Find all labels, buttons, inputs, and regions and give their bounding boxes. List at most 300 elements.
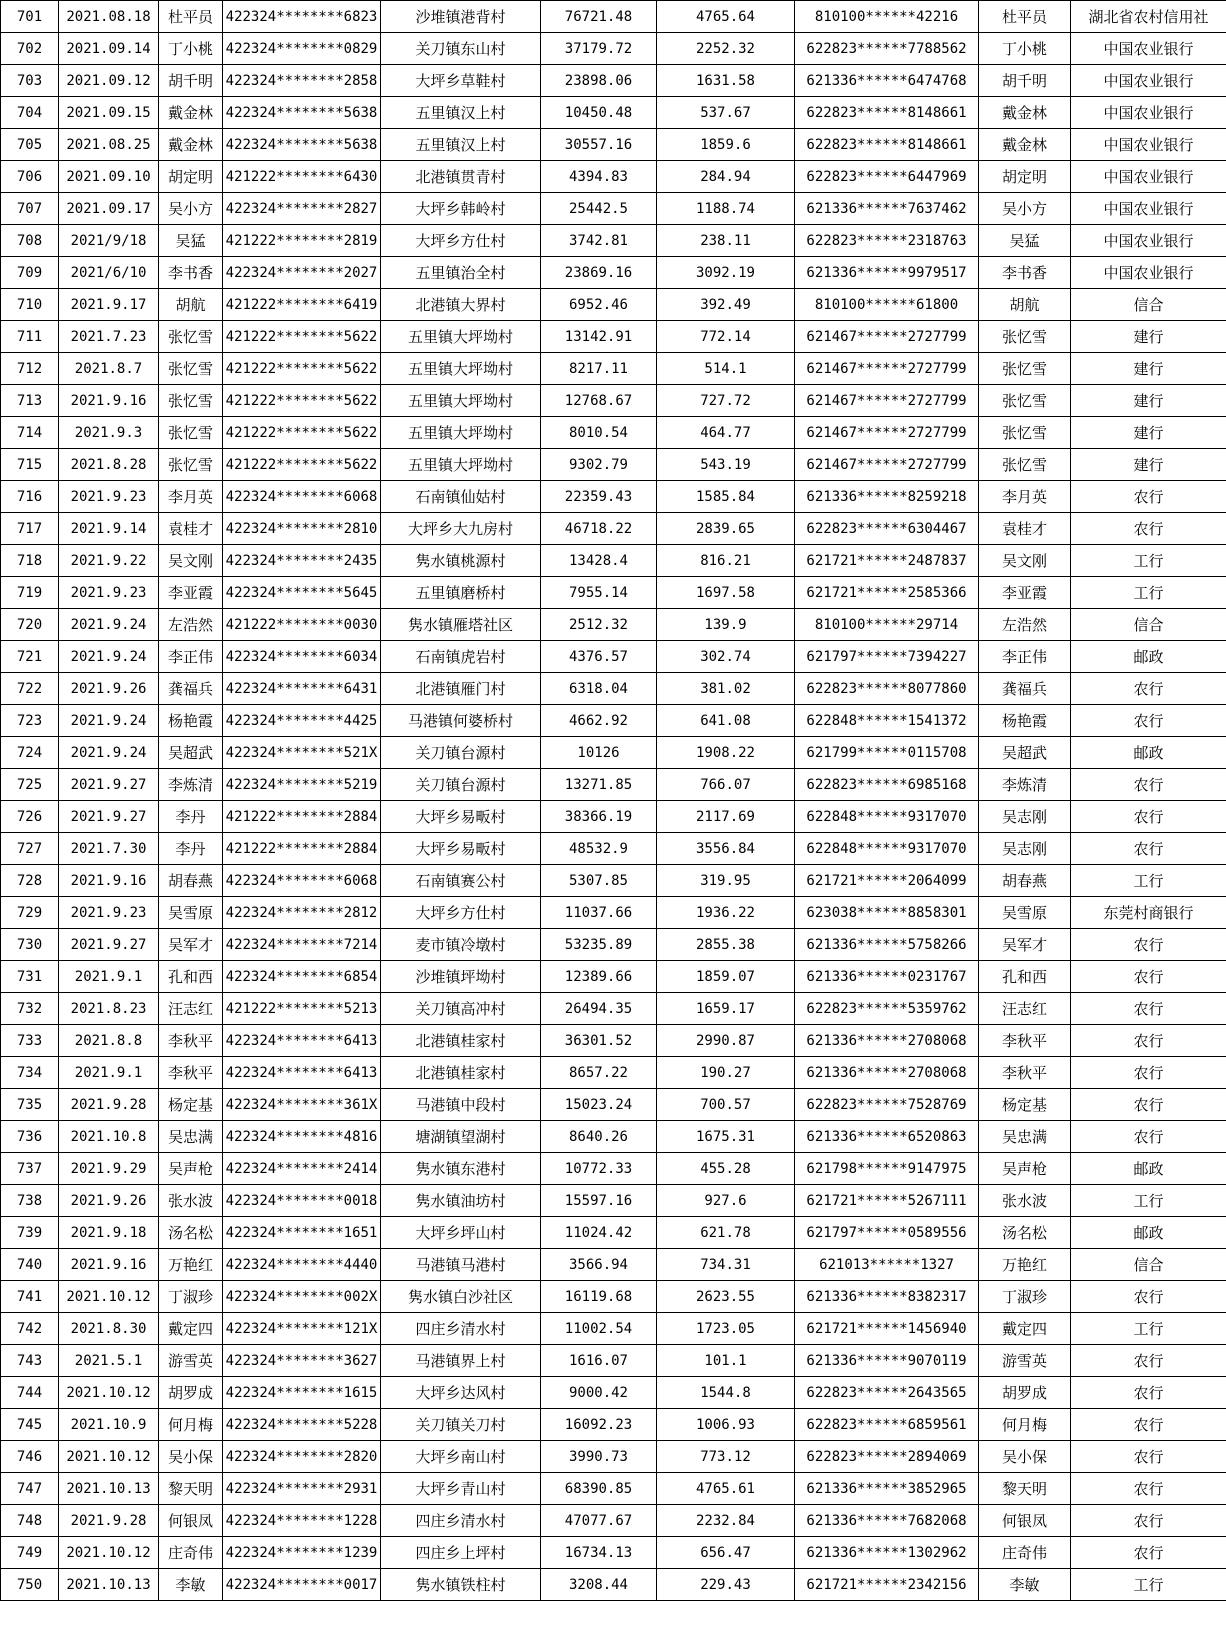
amount-cell: 46718.22: [541, 513, 657, 545]
table-row: [1, 1473, 1226, 1505]
table-row: [1, 289, 1226, 321]
row-number-cell: 738: [1, 1185, 59, 1217]
subsidy-cell: 2839.65: [657, 513, 795, 545]
name-cell: 杨定基: [159, 1089, 223, 1121]
bank-cell: 农行: [1071, 1537, 1226, 1569]
address-cell: 大坪乡青山村: [381, 1473, 541, 1505]
id-number-cell: 422324********0017: [223, 1569, 381, 1601]
account-number-cell: 622823******6304467: [795, 513, 979, 545]
id-number-cell: 422324********2027: [223, 257, 381, 289]
account-holder-cell: 何银凤: [979, 1505, 1071, 1537]
date-cell: 2021.8.30: [59, 1313, 159, 1345]
name-cell: 胡定明: [159, 161, 223, 193]
row-number-cell: 706: [1, 161, 59, 193]
account-number-cell: 623038******8858301: [795, 897, 979, 929]
date-cell: 2021.09.10: [59, 161, 159, 193]
address-cell: 隽水镇桃源村: [381, 545, 541, 577]
row-number-cell: 724: [1, 737, 59, 769]
account-number-cell: 621799******0115708: [795, 737, 979, 769]
name-cell: 汪志红: [159, 993, 223, 1025]
amount-cell: 12768.67: [541, 385, 657, 417]
date-cell: 2021.9.14: [59, 513, 159, 545]
address-cell: 五里镇汉上村: [381, 97, 541, 129]
id-number-cell: 421222********5622: [223, 449, 381, 481]
bank-cell: 中国农业银行: [1071, 33, 1226, 65]
table-row: [1, 1249, 1226, 1281]
address-cell: 关刀镇关刀村: [381, 1409, 541, 1441]
address-cell: 隽水镇白沙社区: [381, 1281, 541, 1313]
id-number-cell: 421222********2819: [223, 225, 381, 257]
table-row: [1, 129, 1226, 161]
address-cell: 大坪乡易畈村: [381, 833, 541, 865]
account-holder-cell: 吴志刚: [979, 833, 1071, 865]
subsidy-cell: 700.57: [657, 1089, 795, 1121]
id-number-cell: 422324********2858: [223, 65, 381, 97]
account-number-cell: 621336******6520863: [795, 1121, 979, 1153]
account-holder-cell: 万艳红: [979, 1249, 1071, 1281]
account-number-cell: 621721******1456940: [795, 1313, 979, 1345]
table-row: [1, 1025, 1226, 1057]
subsidy-cell: 1544.8: [657, 1377, 795, 1409]
table-row: [1, 513, 1226, 545]
amount-cell: 11002.54: [541, 1313, 657, 1345]
id-number-cell: 422324********6854: [223, 961, 381, 993]
account-holder-cell: 丁小桃: [979, 33, 1071, 65]
id-number-cell: 421222********5213: [223, 993, 381, 1025]
name-cell: 吴雪原: [159, 897, 223, 929]
subsidy-cell: 3556.84: [657, 833, 795, 865]
address-cell: 四庄乡清水村: [381, 1313, 541, 1345]
date-cell: 2021/6/10: [59, 257, 159, 289]
id-number-cell: 421222********5622: [223, 321, 381, 353]
row-number-cell: 745: [1, 1409, 59, 1441]
name-cell: 丁小桃: [159, 33, 223, 65]
amount-cell: 6952.46: [541, 289, 657, 321]
name-cell: 龚福兵: [159, 673, 223, 705]
table-row: [1, 1281, 1226, 1313]
bank-cell: 工行: [1071, 865, 1226, 897]
account-number-cell: 622823******8077860: [795, 673, 979, 705]
name-cell: 吴猛: [159, 225, 223, 257]
name-cell: 张水波: [159, 1185, 223, 1217]
id-number-cell: 422324********7214: [223, 929, 381, 961]
amount-cell: 25442.5: [541, 193, 657, 225]
subsidy-cell: 139.9: [657, 609, 795, 641]
subsidy-cell: 238.11: [657, 225, 795, 257]
date-cell: 2021.10.12: [59, 1377, 159, 1409]
table-row: [1, 865, 1226, 897]
account-number-cell: 622823******6985168: [795, 769, 979, 801]
amount-cell: 12389.66: [541, 961, 657, 993]
account-number-cell: 621467******2727799: [795, 417, 979, 449]
name-cell: 胡春燕: [159, 865, 223, 897]
account-holder-cell: 胡千明: [979, 65, 1071, 97]
address-cell: 大坪乡大九房村: [381, 513, 541, 545]
row-number-cell: 740: [1, 1249, 59, 1281]
bank-cell: 农行: [1071, 961, 1226, 993]
account-number-cell: 621798******9147975: [795, 1153, 979, 1185]
id-number-cell: 422324********2810: [223, 513, 381, 545]
account-number-cell: 621336******8259218: [795, 481, 979, 513]
subsidy-cell: 2990.87: [657, 1025, 795, 1057]
date-cell: 2021.08.18: [59, 1, 159, 33]
account-holder-cell: 李炼清: [979, 769, 1071, 801]
row-number-cell: 742: [1, 1313, 59, 1345]
row-number-cell: 716: [1, 481, 59, 513]
bank-cell: 中国农业银行: [1071, 161, 1226, 193]
account-holder-cell: 李秋平: [979, 1057, 1071, 1089]
address-cell: 石南镇虎岩村: [381, 641, 541, 673]
address-cell: 沙堆镇港背村: [381, 1, 541, 33]
account-number-cell: 621467******2727799: [795, 321, 979, 353]
id-number-cell: 422324********1651: [223, 1217, 381, 1249]
account-holder-cell: 汤名松: [979, 1217, 1071, 1249]
amount-cell: 11037.66: [541, 897, 657, 929]
subsidy-cell: 319.95: [657, 865, 795, 897]
subsidy-cell: 766.07: [657, 769, 795, 801]
row-number-cell: 720: [1, 609, 59, 641]
name-cell: 胡千明: [159, 65, 223, 97]
table-row: [1, 1313, 1226, 1345]
row-number-cell: 715: [1, 449, 59, 481]
account-holder-cell: 胡航: [979, 289, 1071, 321]
account-holder-cell: 黎天明: [979, 1473, 1071, 1505]
account-holder-cell: 杜平员: [979, 1, 1071, 33]
account-holder-cell: 孔和西: [979, 961, 1071, 993]
amount-cell: 5307.85: [541, 865, 657, 897]
address-cell: 麦市镇冷墩村: [381, 929, 541, 961]
address-cell: 大坪乡南山村: [381, 1441, 541, 1473]
row-number-cell: 701: [1, 1, 59, 33]
table-row: [1, 929, 1226, 961]
subsidy-cell: 514.1: [657, 353, 795, 385]
account-number-cell: 622823******7788562: [795, 33, 979, 65]
date-cell: 2021.9.22: [59, 545, 159, 577]
account-holder-cell: 杨艳霞: [979, 705, 1071, 737]
account-number-cell: 621467******2727799: [795, 353, 979, 385]
table-row: [1, 897, 1226, 929]
date-cell: 2021.9.24: [59, 641, 159, 673]
amount-cell: 4376.57: [541, 641, 657, 673]
amount-cell: 16119.68: [541, 1281, 657, 1313]
subsidy-cell: 284.94: [657, 161, 795, 193]
account-number-cell: 622823******8148661: [795, 97, 979, 129]
id-number-cell: 422324********1228: [223, 1505, 381, 1537]
row-number-cell: 705: [1, 129, 59, 161]
id-number-cell: 422324********1239: [223, 1537, 381, 1569]
date-cell: 2021.8.28: [59, 449, 159, 481]
row-number-cell: 730: [1, 929, 59, 961]
amount-cell: 3742.81: [541, 225, 657, 257]
row-number-cell: 739: [1, 1217, 59, 1249]
account-number-cell: 621336******7682068: [795, 1505, 979, 1537]
bank-cell: 农行: [1071, 801, 1226, 833]
id-number-cell: 422324********4440: [223, 1249, 381, 1281]
account-holder-cell: 龚福兵: [979, 673, 1071, 705]
bank-cell: 农行: [1071, 1505, 1226, 1537]
id-number-cell: 422324********2812: [223, 897, 381, 929]
address-cell: 沙堆镇坪坳村: [381, 961, 541, 993]
account-number-cell: 621336******2708068: [795, 1057, 979, 1089]
subsidy-cell: 1908.22: [657, 737, 795, 769]
bank-cell: 农行: [1071, 993, 1226, 1025]
subsidy-cell: 772.14: [657, 321, 795, 353]
date-cell: 2021.9.24: [59, 609, 159, 641]
row-number-cell: 746: [1, 1441, 59, 1473]
subsidy-cell: 2252.32: [657, 33, 795, 65]
table-row: [1, 1345, 1226, 1377]
id-number-cell: 422324********5638: [223, 129, 381, 161]
row-number-cell: 713: [1, 385, 59, 417]
address-cell: 马港镇马港村: [381, 1249, 541, 1281]
row-number-cell: 741: [1, 1281, 59, 1313]
name-cell: 杨艳霞: [159, 705, 223, 737]
amount-cell: 10772.33: [541, 1153, 657, 1185]
name-cell: 吴军才: [159, 929, 223, 961]
name-cell: 胡航: [159, 289, 223, 321]
amount-cell: 23898.06: [541, 65, 657, 97]
account-number-cell: 810100******61800: [795, 289, 979, 321]
subsidy-cell: 2117.69: [657, 801, 795, 833]
address-cell: 石南镇仙姑村: [381, 481, 541, 513]
id-number-cell: 422324********3627: [223, 1345, 381, 1377]
address-cell: 北港镇大界村: [381, 289, 541, 321]
amount-cell: 15597.16: [541, 1185, 657, 1217]
account-holder-cell: 张忆雪: [979, 449, 1071, 481]
table-row: [1, 577, 1226, 609]
id-number-cell: 422324********6034: [223, 641, 381, 673]
date-cell: 2021.7.30: [59, 833, 159, 865]
address-cell: 马港镇界上村: [381, 1345, 541, 1377]
amount-cell: 15023.24: [541, 1089, 657, 1121]
subsidy-cell: 190.27: [657, 1057, 795, 1089]
table-row: [1, 417, 1226, 449]
date-cell: 2021.8.7: [59, 353, 159, 385]
name-cell: 李丹: [159, 801, 223, 833]
table-row: [1, 1537, 1226, 1569]
bank-cell: 农行: [1071, 1089, 1226, 1121]
account-number-cell: 621336******1302962: [795, 1537, 979, 1569]
name-cell: 万艳红: [159, 1249, 223, 1281]
subsidy-cell: 727.72: [657, 385, 795, 417]
row-number-cell: 702: [1, 33, 59, 65]
account-holder-cell: 丁淑珍: [979, 1281, 1071, 1313]
bank-cell: 工行: [1071, 1185, 1226, 1217]
amount-cell: 1616.07: [541, 1345, 657, 1377]
bank-cell: 建行: [1071, 353, 1226, 385]
row-number-cell: 704: [1, 97, 59, 129]
bank-cell: 中国农业银行: [1071, 193, 1226, 225]
id-number-cell: 422324********6431: [223, 673, 381, 705]
address-cell: 隽水镇油坊村: [381, 1185, 541, 1217]
name-cell: 杜平员: [159, 1, 223, 33]
date-cell: 2021/9/18: [59, 225, 159, 257]
table-row: [1, 65, 1226, 97]
row-number-cell: 719: [1, 577, 59, 609]
subsidy-cell: 101.1: [657, 1345, 795, 1377]
bank-cell: 中国农业银行: [1071, 129, 1226, 161]
bank-cell: 工行: [1071, 545, 1226, 577]
row-number-cell: 729: [1, 897, 59, 929]
id-number-cell: 421222********0030: [223, 609, 381, 641]
amount-cell: 30557.16: [541, 129, 657, 161]
bank-cell: 农行: [1071, 513, 1226, 545]
amount-cell: 36301.52: [541, 1025, 657, 1057]
name-cell: 吴忠满: [159, 1121, 223, 1153]
table-row: [1, 993, 1226, 1025]
address-cell: 四庄乡上坪村: [381, 1537, 541, 1569]
row-number-cell: 703: [1, 65, 59, 97]
name-cell: 戴金林: [159, 129, 223, 161]
account-number-cell: 621336******8382317: [795, 1281, 979, 1313]
id-number-cell: 422324********2435: [223, 545, 381, 577]
table-row: [1, 1121, 1226, 1153]
date-cell: 2021.9.24: [59, 737, 159, 769]
subsidy-cell: 392.49: [657, 289, 795, 321]
amount-cell: 8640.26: [541, 1121, 657, 1153]
name-cell: 吴声枪: [159, 1153, 223, 1185]
address-cell: 隽水镇铁柱村: [381, 1569, 541, 1601]
row-number-cell: 725: [1, 769, 59, 801]
bank-cell: 邮政: [1071, 1153, 1226, 1185]
name-cell: 袁桂才: [159, 513, 223, 545]
row-number-cell: 735: [1, 1089, 59, 1121]
account-number-cell: 621797******0589556: [795, 1217, 979, 1249]
subsidy-cell: 537.67: [657, 97, 795, 129]
amount-cell: 10126: [541, 737, 657, 769]
bank-cell: 农行: [1071, 1345, 1226, 1377]
table-row: [1, 225, 1226, 257]
amount-cell: 4662.92: [541, 705, 657, 737]
account-holder-cell: 游雪英: [979, 1345, 1071, 1377]
date-cell: 2021.10.12: [59, 1537, 159, 1569]
name-cell: 李秋平: [159, 1025, 223, 1057]
name-cell: 张忆雪: [159, 449, 223, 481]
account-holder-cell: 吴猛: [979, 225, 1071, 257]
id-number-cell: 421222********2884: [223, 833, 381, 865]
subsidy-cell: 2623.55: [657, 1281, 795, 1313]
account-number-cell: 622823******7528769: [795, 1089, 979, 1121]
date-cell: 2021.09.12: [59, 65, 159, 97]
bank-cell: 农行: [1071, 769, 1226, 801]
account-number-cell: 621336******0231767: [795, 961, 979, 993]
address-cell: 塘湖镇望湖村: [381, 1121, 541, 1153]
amount-cell: 13428.4: [541, 545, 657, 577]
bank-cell: 中国农业银行: [1071, 97, 1226, 129]
name-cell: 戴金林: [159, 97, 223, 129]
row-number-cell: 708: [1, 225, 59, 257]
name-cell: 丁淑珍: [159, 1281, 223, 1313]
name-cell: 戴定四: [159, 1313, 223, 1345]
subsidy-cell: 1585.84: [657, 481, 795, 513]
subsidy-cell: 4765.64: [657, 1, 795, 33]
bank-cell: 农行: [1071, 833, 1226, 865]
account-number-cell: 622823******2318763: [795, 225, 979, 257]
row-number-cell: 731: [1, 961, 59, 993]
address-cell: 五里镇大坪坳村: [381, 417, 541, 449]
address-cell: 大坪乡达风村: [381, 1377, 541, 1409]
date-cell: 2021.9.1: [59, 961, 159, 993]
table-row: [1, 1505, 1226, 1537]
date-cell: 2021.9.17: [59, 289, 159, 321]
account-holder-cell: 胡定明: [979, 161, 1071, 193]
account-number-cell: 622823******8148661: [795, 129, 979, 161]
date-cell: 2021.10.12: [59, 1281, 159, 1313]
id-number-cell: 422324********5219: [223, 769, 381, 801]
table-row: [1, 641, 1226, 673]
row-number-cell: 749: [1, 1537, 59, 1569]
account-holder-cell: 张忆雪: [979, 353, 1071, 385]
id-number-cell: 422324********5645: [223, 577, 381, 609]
account-number-cell: 622823******6859561: [795, 1409, 979, 1441]
date-cell: 2021.8.23: [59, 993, 159, 1025]
bank-cell: 邮政: [1071, 641, 1226, 673]
address-cell: 大坪乡方仕村: [381, 897, 541, 929]
row-number-cell: 734: [1, 1057, 59, 1089]
name-cell: 李月英: [159, 481, 223, 513]
bank-cell: 中国农业银行: [1071, 65, 1226, 97]
id-number-cell: 422324********1615: [223, 1377, 381, 1409]
account-number-cell: 621336******6474768: [795, 65, 979, 97]
account-number-cell: 621467******2727799: [795, 449, 979, 481]
id-number-cell: 421222********2884: [223, 801, 381, 833]
row-number-cell: 723: [1, 705, 59, 737]
row-number-cell: 748: [1, 1505, 59, 1537]
account-holder-cell: 吴小保: [979, 1441, 1071, 1473]
row-number-cell: 750: [1, 1569, 59, 1601]
id-number-cell: 422324********002X: [223, 1281, 381, 1313]
address-cell: 大坪乡草鞋村: [381, 65, 541, 97]
name-cell: 李书香: [159, 257, 223, 289]
address-cell: 大坪乡坪山村: [381, 1217, 541, 1249]
name-cell: 李炼清: [159, 769, 223, 801]
subsidy-cell: 734.31: [657, 1249, 795, 1281]
table-row: [1, 609, 1226, 641]
table-row: [1, 161, 1226, 193]
account-number-cell: 622848******1541372: [795, 705, 979, 737]
date-cell: 2021.10.13: [59, 1569, 159, 1601]
account-holder-cell: 李正伟: [979, 641, 1071, 673]
bank-cell: 农行: [1071, 705, 1226, 737]
table-row: [1, 1, 1226, 33]
table-row: [1, 961, 1226, 993]
bank-cell: 中国农业银行: [1071, 257, 1226, 289]
subsidy-cell: 1936.22: [657, 897, 795, 929]
date-cell: 2021.9.27: [59, 801, 159, 833]
name-cell: 李丹: [159, 833, 223, 865]
name-cell: 吴文刚: [159, 545, 223, 577]
id-number-cell: 421222********5622: [223, 353, 381, 385]
subsidy-cell: 641.08: [657, 705, 795, 737]
address-cell: 关刀镇东山村: [381, 33, 541, 65]
id-number-cell: 422324********2827: [223, 193, 381, 225]
account-number-cell: 621797******7394227: [795, 641, 979, 673]
account-holder-cell: 戴金林: [979, 129, 1071, 161]
address-cell: 五里镇汉上村: [381, 129, 541, 161]
subsidy-cell: 1723.05: [657, 1313, 795, 1345]
bank-cell: 农行: [1071, 1441, 1226, 1473]
name-cell: 汤名松: [159, 1217, 223, 1249]
subsidy-cell: 656.47: [657, 1537, 795, 1569]
address-cell: 五里镇大坪坳村: [381, 321, 541, 353]
account-number-cell: 621013******1327: [795, 1249, 979, 1281]
subsidy-cell: 229.43: [657, 1569, 795, 1601]
address-cell: 大坪乡韩岭村: [381, 193, 541, 225]
row-number-cell: 710: [1, 289, 59, 321]
account-holder-cell: 吴小方: [979, 193, 1071, 225]
account-holder-cell: 吴文刚: [979, 545, 1071, 577]
name-cell: 吴小保: [159, 1441, 223, 1473]
